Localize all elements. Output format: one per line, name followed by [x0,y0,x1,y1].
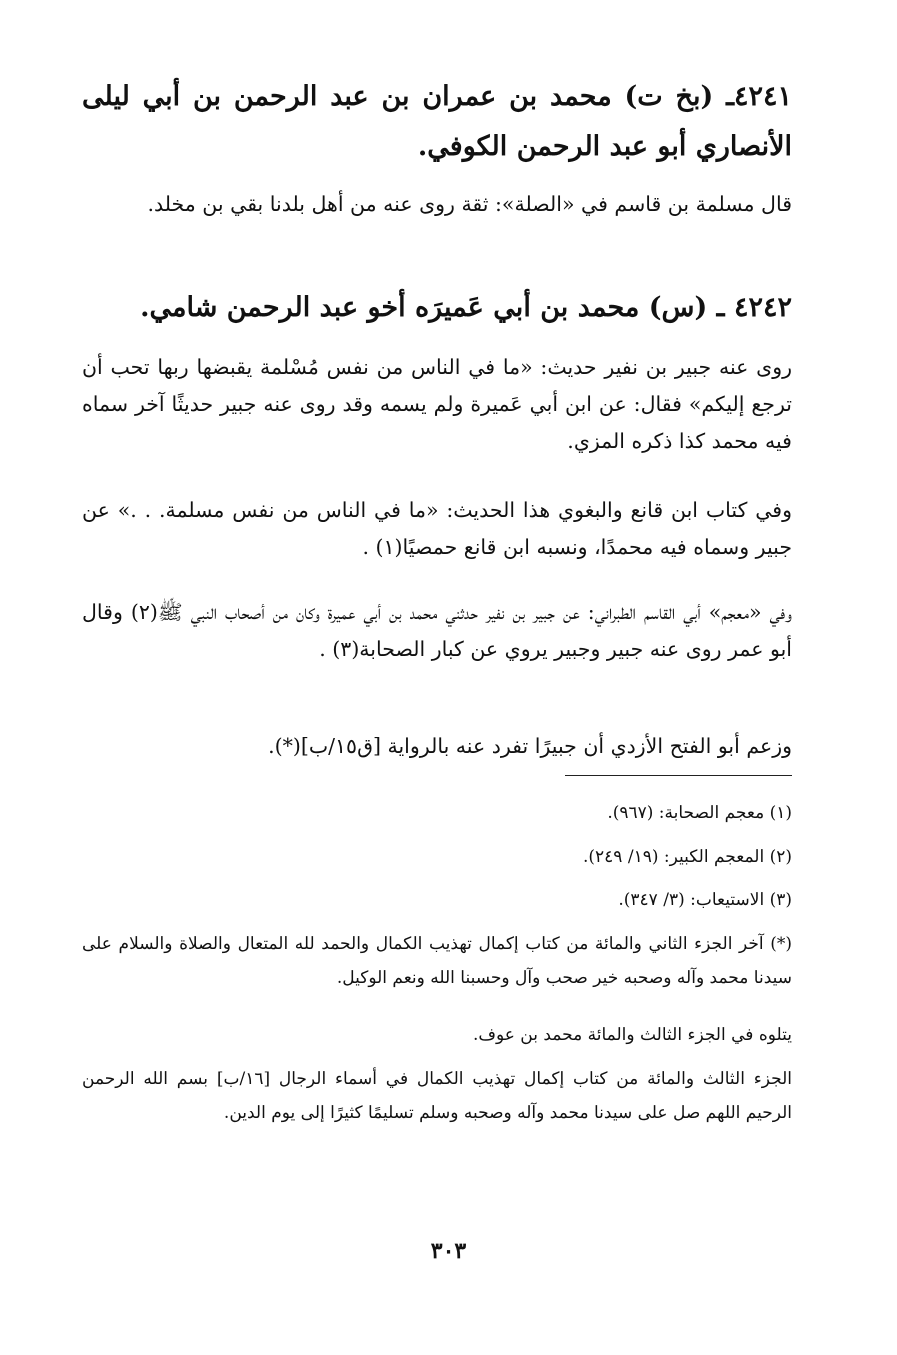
entry-4242-paragraph-3: وفي «معجم» أبي القاسم الطبراني: عن جبير بن نفير حدثني محمد بن أبي عميرة وكان من أصحاب النبي ﷺ(٢) وقال أبو عمر روى عنه جبير وجبير يروي عن كبار الصحابة(٣) . [82,600,792,661]
footnote-3: (٣) الاستيعاب: (٣/ ٣٤٧). [618,890,792,910]
page-number: ٣٠٣ [430,1238,467,1264]
entry-heading-4242: ٤٢٤٢ ـ (س) محمد بن أبي عَميرَه أخو عبد الرحمن شامي. [140,292,792,323]
entry-heading-4241: ٤٢٤١ـ (بخ ت) محمد بن عمران بن عبد الرحمن بن أبي ليلى الأنصاري أبو عبد الرحمن الكوفي. [82,81,792,162]
entry-4242-paragraph-1: روى عنه جبير بن نفير حديث: «ما في الناس من نفس مُسْلمة يقبضها ربها تحب أن ترجع إليكم» فقال: عن ابن أبي عَميرة ولم يسمه وقد روى عنه جبير حديثًا آخر سماه فيه محمد كذا ذكره المزي. [82,355,792,453]
footnote-star-next-part: الجزء الثالث والمائة من كتاب إكمال تهذيب الكمال في أسماء الرجال [١٦/ب] بسم الله الرحمن الرحيم اللهم صل على سيدنا محمد وآله وصحبه وسلم تسليمًا كثيرًا إلى يوم الدين. [82,1069,792,1123]
footnote-1: (١) معجم الصحابة: (٩٦٧). [607,803,792,823]
entry-4242-paragraph-2: وفي كتاب ابن قانع والبغوي هذا الحديث: «ما في الناس من نفس مسلمة. . .» عن جبير وسماه فيه محمدًا، ونسبه ابن قانع حمصيًا(١) . [82,498,792,559]
footnote-star-continuation: يتلوه في الجزء الثالث والمائة محمد بن عوف. [472,1025,792,1045]
footnote-2: (٢) المعجم الكبير: (١٩/ ٢٤٩). [583,847,792,867]
footnote-star: (*) آخر الجزء الثاني والمائة من كتاب إكمال تهذيب الكمال والحمد لله المتعال والصلاة والسلام على سيدنا محمد وآله وصحبه خير صحب وآل وحسبنا الله ونعم الوكيل. [82,934,792,988]
footnote-separator [565,775,792,776]
entry-4241-paragraph: قال مسلمة بن قاسم في «الصلة»: ثقة روى عنه من أهل بلدنا بقي بن مخلد. [147,192,792,216]
entry-4242-paragraph-4: وزعم أبو الفتح الأزدي أن جبيرًا تفرد عنه بالرواية [ق١٥/ب](*). [268,734,792,758]
